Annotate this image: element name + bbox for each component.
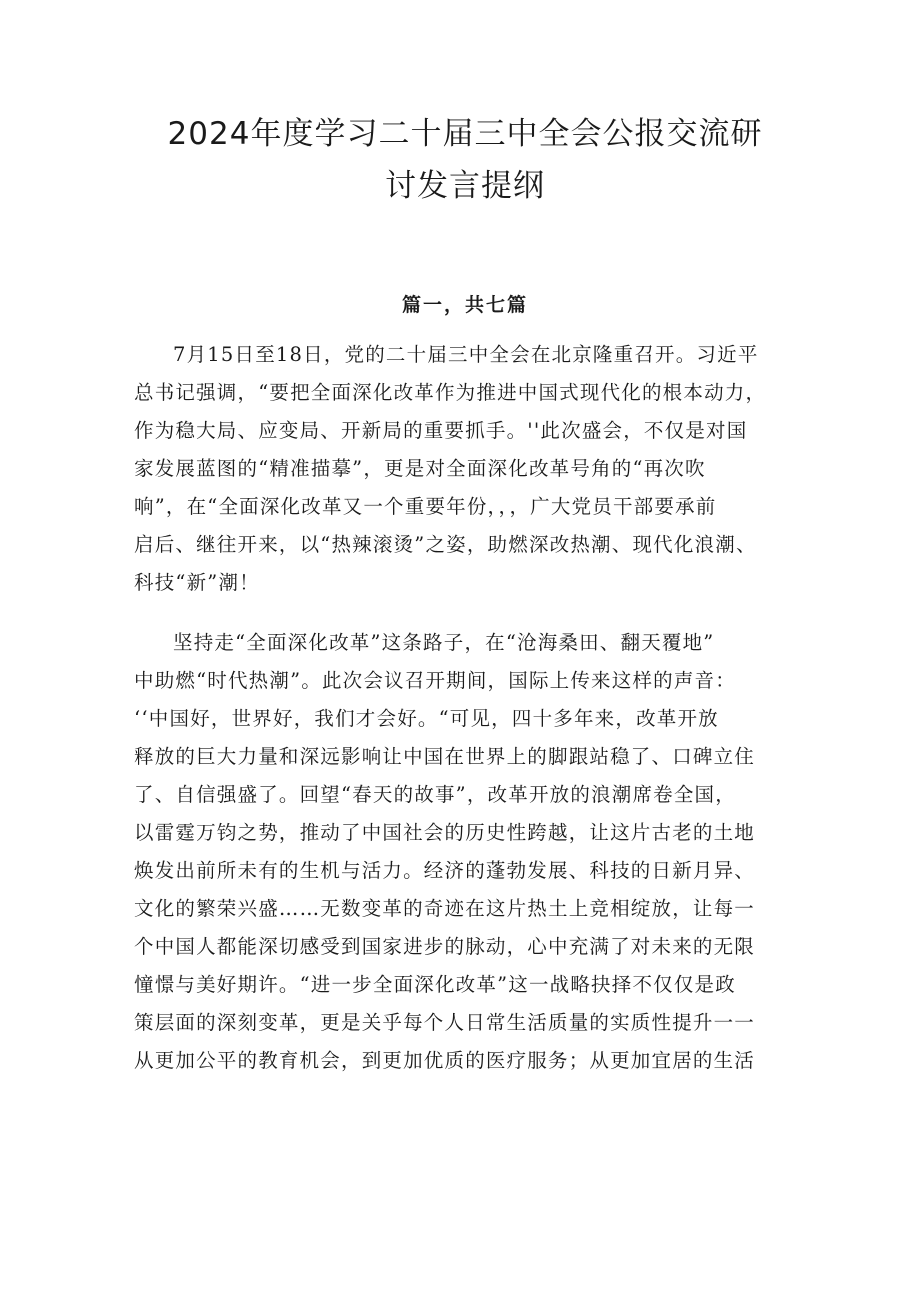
document-title <box>134 108 796 212</box>
paragraph-line: 个中国人都能深切感受到国家进步的脉动，心中充满了对未来的无限 <box>134 935 756 958</box>
paragraph-line: 文化的繁荣兴盛……无数变革的奇迹在这片热土上竞相绽放，让每一 <box>134 897 756 920</box>
paragraph-line: ‘‘中国好，世界好，我们才会好。“可见，四十多年来，改革开放 <box>134 707 719 730</box>
paragraph-line: 7月15日至18日，党的二十届三中全会在北京隆重召开。习近平 <box>173 343 759 366</box>
paragraph-line: 了、自信强盛了。回望“春天的故事”，改革开放的浪潮席卷全国， <box>134 783 736 806</box>
title-line-1: 2024年度学习二十届三中全会公报交流研 <box>167 116 763 152</box>
paragraph-line: 家发展蓝图的“精准描摹”，更是对全面深化改革号角的“再次吹 <box>134 457 706 480</box>
paragraph-line: 启后、继往开来，以“热辣滚烫”之姿，助燃深改热潮、现代化浪潮、 <box>134 533 757 556</box>
paragraph-line: 策层面的深刻变革，更是关乎每个人日常生活质量的实质性提升一一 <box>134 1011 756 1034</box>
paragraph-line: 坚持走“全面深化改革”这条路子，在“沧海桑田、翻天覆地” <box>173 631 715 654</box>
paragraph-2 <box>134 624 796 1080</box>
title-line-2: 讨发言提纲 <box>385 168 545 204</box>
paragraph-line: 响”，在“全面深化改革又一个重要年份，，，广大党员干部要承前 <box>134 495 717 518</box>
paragraph-line: 焕发出前所未有的生机与活力。经济的蓬勃发展、科技的日新月异、 <box>134 859 756 882</box>
paragraph-1 <box>134 336 796 602</box>
paragraph-line: 憧憬与美好期许。“进一步全面深化改革”这一战略抉择不仅仅是政 <box>134 973 736 996</box>
section-subtitle: 篇一，共七篇 <box>401 294 528 316</box>
paragraph-line: 总书记强调，“要把全面深化改革作为推进中国式现代化的根本动力， <box>134 381 767 404</box>
document-body <box>134 336 796 1080</box>
paragraph-line: 作为稳大局、应变局、开新局的重要抓手。''此次盛会，不仅是对国 <box>134 419 748 442</box>
paragraph-line: 科技“新”潮！ <box>134 571 260 594</box>
paragraph-line: 释放的巨大力量和深远影响让中国在世界上的脚跟站稳了、口碑立住 <box>134 745 756 768</box>
paragraph-line: 中助燃“时代热潮”。此次会议召开期间，国际上传来这样的声音： <box>134 669 736 692</box>
paragraph-line: 以雷霆万钧之势，推动了中国社会的历史性跨越，让这片古老的土地 <box>134 821 756 844</box>
paragraph-line: 从更加公平的教育机会，到更加优质的医疗服务；从更加宜居的生活 <box>134 1049 756 1072</box>
